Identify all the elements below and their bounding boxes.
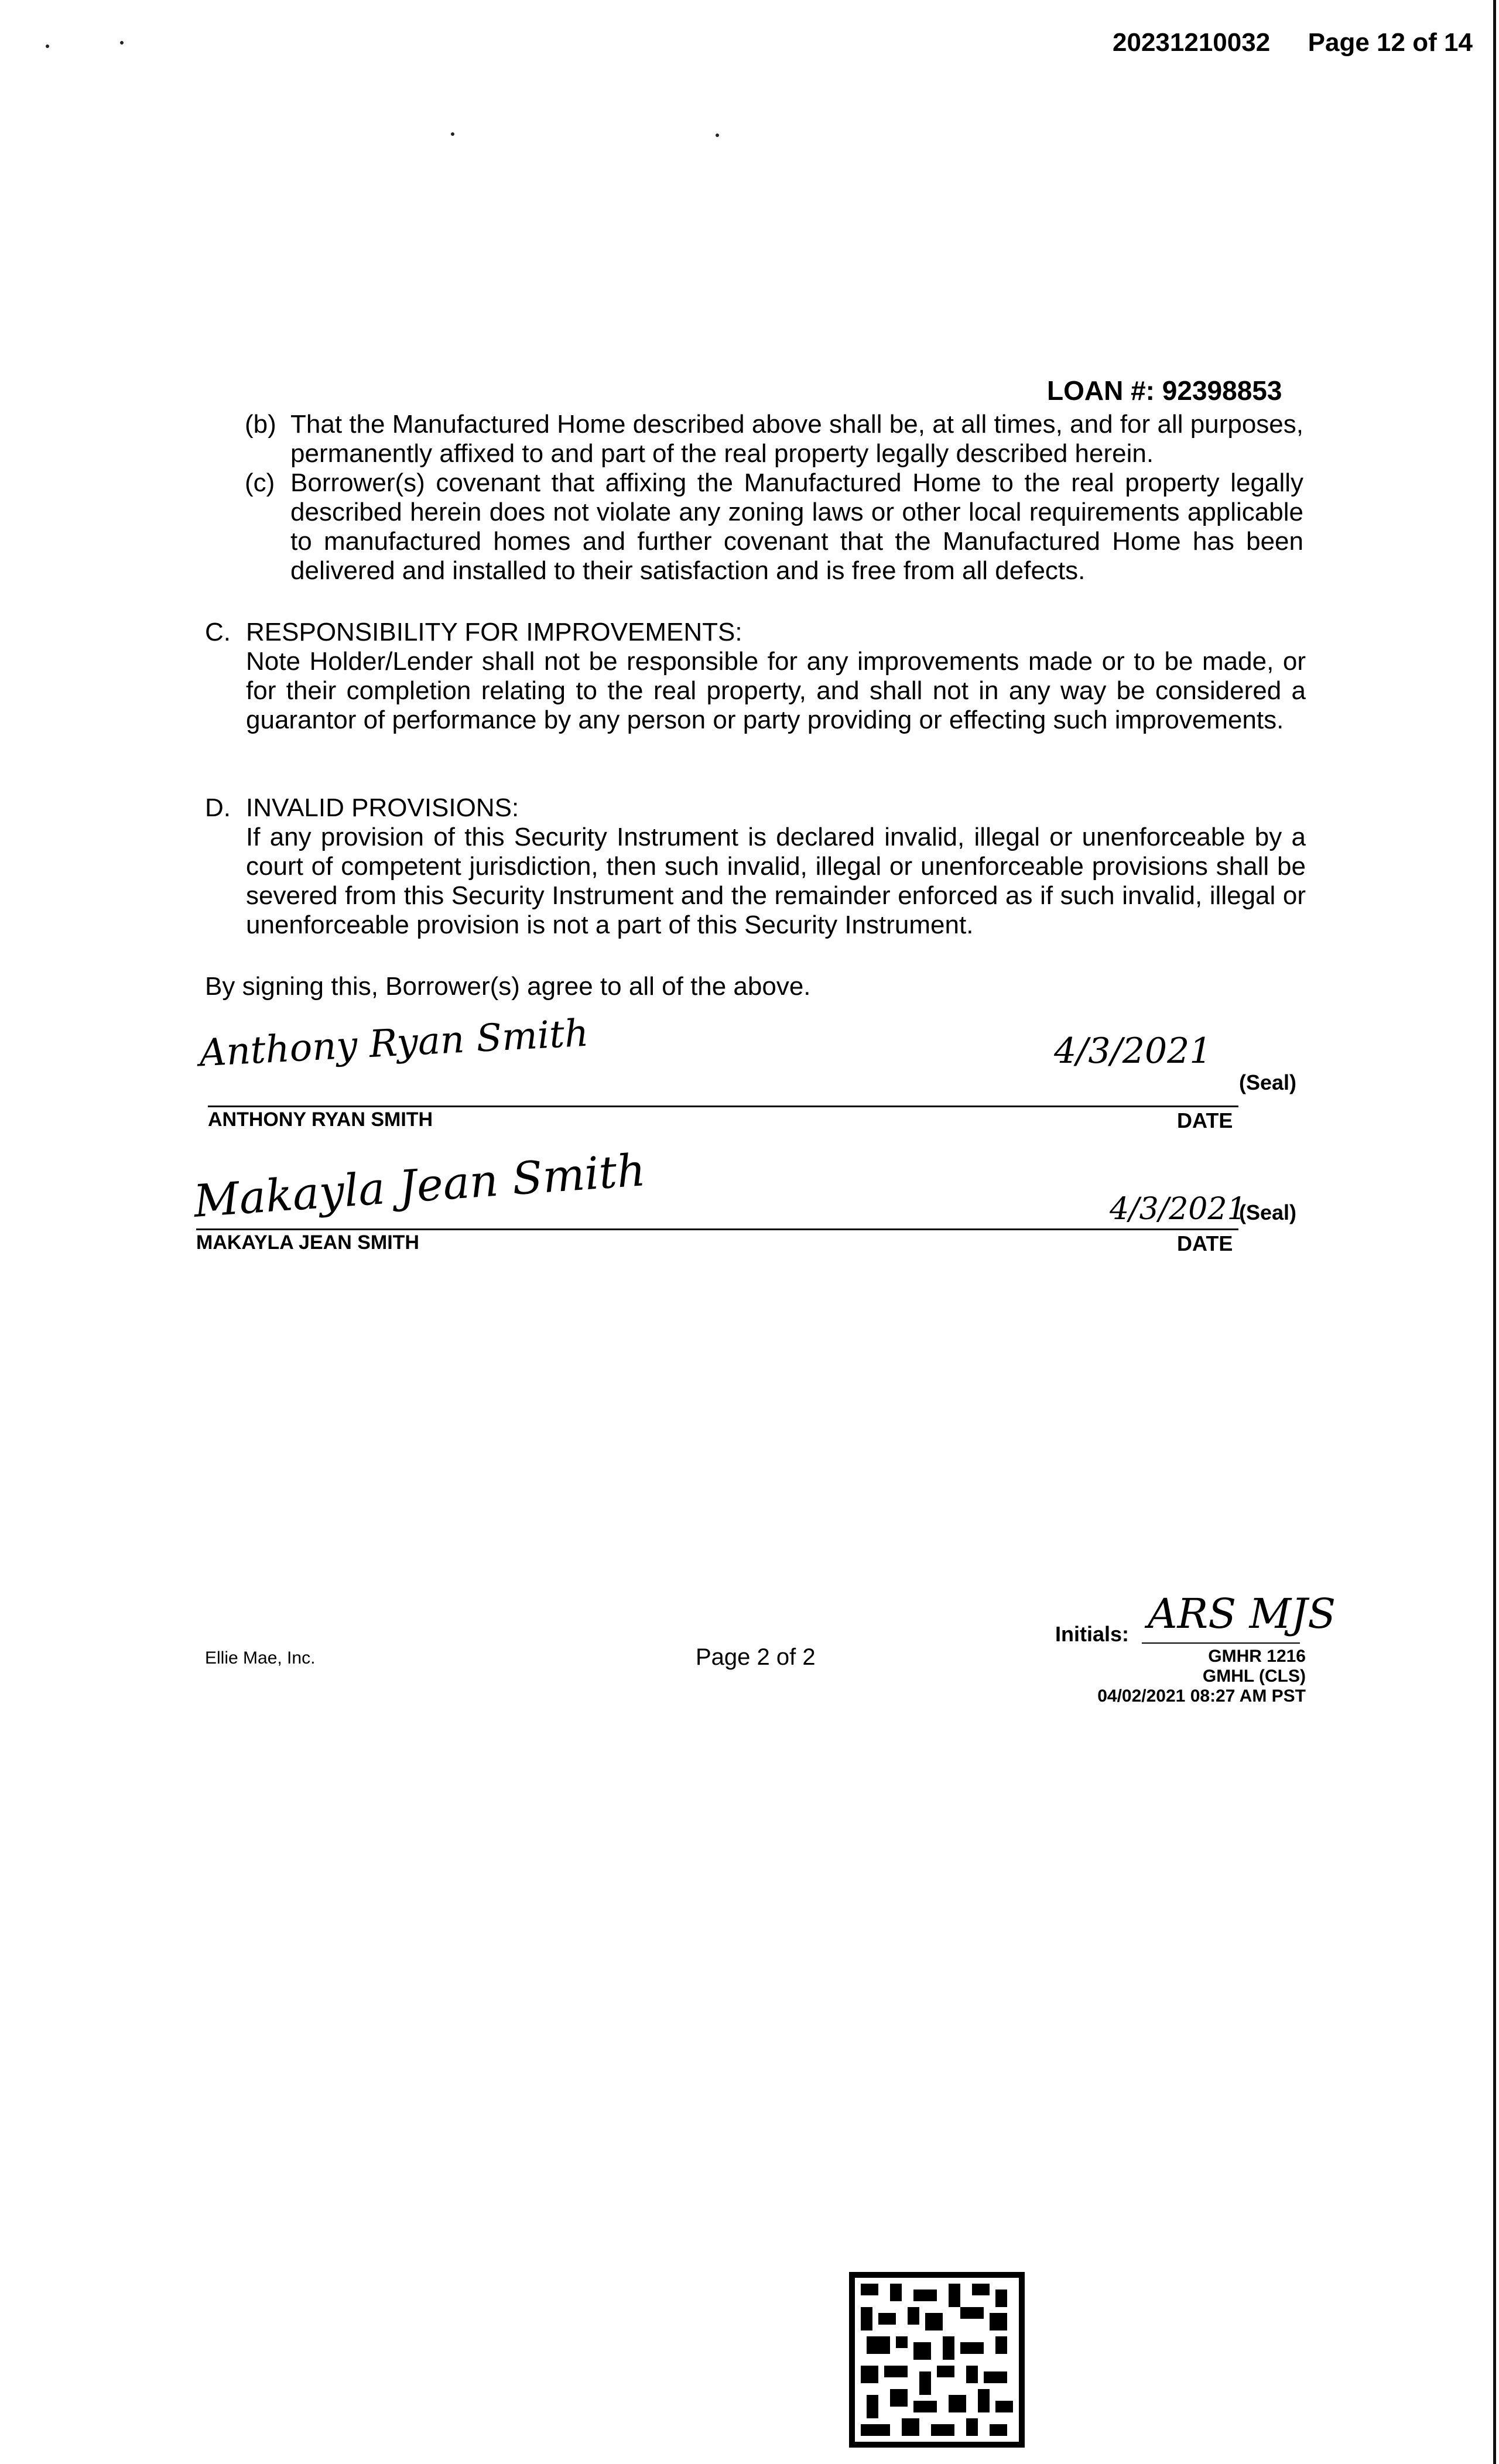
section-improvements <box>205 618 1306 770</box>
scan-speck <box>120 41 124 45</box>
date-label: DATE <box>1177 1108 1233 1132</box>
scan-speck <box>46 45 49 48</box>
date-label: DATE <box>1177 1231 1233 1255</box>
seal-label: (Seal) <box>1239 1200 1297 1224</box>
provision-item-b <box>245 410 1305 468</box>
section-heading <box>205 793 519 823</box>
section-heading <box>205 618 742 647</box>
section-letter: D. <box>205 793 231 822</box>
scan-speck <box>716 134 719 137</box>
handwritten-date: 4/3/2021 <box>1054 1031 1212 1072</box>
scan-speck <box>451 132 454 136</box>
section-title: RESPONSIBILITY FOR IMPROVEMENTS: <box>246 618 742 646</box>
signature-line <box>208 1106 1238 1107</box>
item-text: That the Manufactured Home described above shall be, at all times, and for all purposes, permanently affixed to and part of the real property legally described herein. <box>290 410 1303 468</box>
initials-handwritten: ARS MJS <box>1148 1590 1336 1638</box>
footer-page-number: Page 2 of 2 <box>696 1644 816 1670</box>
section-text: If any provision of this Security Instrument is declared invalid, illegal or unenforceable by a court of competent jurisdiction, then such invalid, illegal or unenforceable provisions shall be severed from this Security Instrument and the remainder enforced as if such invalid, illegal or unenforceable provision is not a part of this Security Instrument. <box>246 823 1306 939</box>
page-indicator: Page 12 of 14 <box>1308 28 1473 57</box>
item-letter: (c) <box>245 468 275 497</box>
section-title: INVALID PROVISIONS: <box>246 793 519 822</box>
form-code: GMHR 1216 <box>1208 1647 1306 1666</box>
loan-number: LOAN #: 92398853 <box>1047 375 1282 406</box>
document-number: 20231210032 <box>1113 28 1271 57</box>
provision-item-c <box>245 468 1305 586</box>
company-name: Ellie Mae, Inc. <box>205 1648 316 1668</box>
item-text: Borrower(s) covenant that affixing the Manufactured Home to the real property legally described herein does not violate any zoning laws or other local requirements applicable to manufactured homes and further covenant that the Manufactured Home has been delivered and installed to their satisfaction and is free from all defects. <box>290 468 1303 585</box>
barcode-image <box>849 2272 1025 2448</box>
initials-label: Initials: <box>1055 1622 1130 1646</box>
form-subcode: GMHL (CLS) <box>1202 1666 1306 1686</box>
item-letter: (b) <box>245 410 276 439</box>
handwritten-date: 4/3/2021 <box>1110 1192 1247 1227</box>
section-letter: C. <box>205 618 231 646</box>
borrower-name: MAKAYLA JEAN SMITH <box>196 1231 419 1254</box>
section-invalid-provisions <box>205 793 1306 946</box>
recording-header <box>1113 28 1473 57</box>
initials-line <box>1142 1642 1300 1644</box>
borrower-name: ANTHONY RYAN SMITH <box>208 1108 433 1131</box>
seal-label: (Seal) <box>1239 1070 1297 1094</box>
form-timestamp: 04/02/2021 08:27 AM PST <box>1097 1686 1306 1706</box>
section-text: Note Holder/Lender shall not be responsible for any improvements made or to be made, or for their completion relating to the real property, and shall not in any way be considered a guarantor of performance by any person or party providing or effecting such improvements. <box>246 647 1306 734</box>
signature-makayla: Makayla Jean Smith <box>191 1144 648 1227</box>
page-edge-line <box>1493 0 1496 2464</box>
signature-anthony: Anthony Ryan Smith <box>198 1011 590 1076</box>
agreement-statement: By signing this, Borrower(s) agree to all of the above. <box>205 972 811 1001</box>
signature-line <box>196 1228 1238 1230</box>
